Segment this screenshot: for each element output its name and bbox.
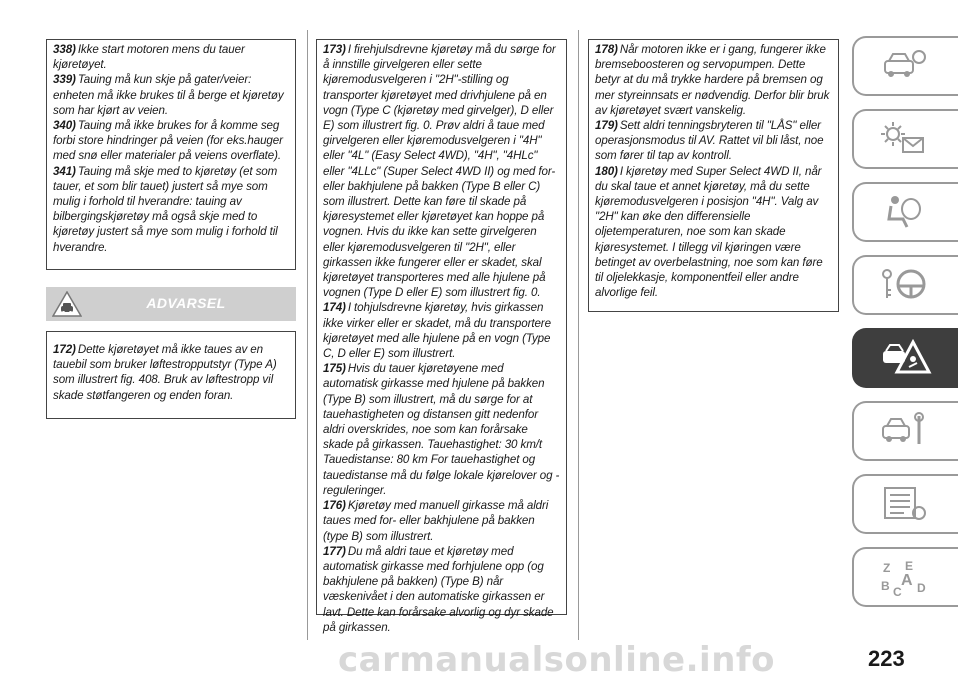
chapter-tab[interactable] <box>852 182 958 242</box>
key-steering-wheel-icon <box>879 266 933 304</box>
car-maintenance-wrench-icon <box>879 412 933 450</box>
warning-box-172 <box>46 331 296 419</box>
note-number: 178) <box>595 43 618 56</box>
note-number: 339) <box>53 73 76 87</box>
note-text: Tauing må skje med to kjøretøy (et som tauer, et som blir tauet) justert så mye som mulig i forhold til hverandre: tauing av bilbergingskjøretøy må også skje med to kjøretøy justert så mye som mulig i forhold til hverandre. <box>53 164 278 254</box>
note-text: I tohjulsdrevne kjøretøy, hvis girkassen ikke virker eller er skadet, må du transportere kjøretøyet med alle hjulene på en vogn (Type C, D eller E) som illustrert. <box>323 301 551 361</box>
note-text: I firehjulsdrevne kjøretøy må du sørge for å innstille girvelgeren eller sette kjøremodusvelgeren i "2H"-stilling og transporter kjøretøyet med drivhjulene på en vogn (Type C (kjøretøy med girvelger), D eller E) som illustrert fig. 0. Prøv aldri å taue med girvelgeren eller kjøremodusvelgeren i "4H" eller "4L" (Easy Select 4WD), "4H", "4HLc" eller "4LLc" (Super Select 4WD II) og med for- eller bakhjulene på bakken (Type B eller C) som illustrert. Dette kan føre til skade på kjøresystemet eller kjøretøyet kan hoppe på vognen. Hvis du ikke kan sette girvelgeren eller kjøremodusvelgeren til "2H", eller girkassen ikke fungerer eller er skadet, skal kjøretøyet transporteres med alle hjulene på vognen (Type D eller E) som illustrert fig. 0. <box>323 43 556 300</box>
warning-list-col2 <box>323 42 561 635</box>
note-text: Ikke start motoren mens du tauer kjøretøyet. <box>53 43 245 72</box>
note-number: 180) <box>595 164 618 178</box>
chapter-tab[interactable] <box>852 474 958 534</box>
note-text: I kjøretøy med Super Select 4WD II, når du skal taue et annet kjøretøy, må du sette kjøremodusvelgeren i posisjon "4H". Valg av "2H" kan øke den differensielle oljetemperaturen, noe som kan skade kjøresystemet. I tillegg vil kjøringen være betinget av overbelastning, noe som kan føre til oljelekkasje, komponentfeil eller andre alvorlige feil. <box>595 164 823 300</box>
note-paragraph <box>595 164 833 301</box>
note-number: 175) <box>323 362 346 376</box>
note-number: 173) <box>323 43 346 56</box>
warning-list <box>53 342 289 403</box>
note-number: 179) <box>595 119 618 133</box>
warning-title: ADVARSEL <box>146 295 226 311</box>
note-text: Hvis du tauer kjøretøyene med automatisk girkasse med hjulene på bakken (Type B) som illustrert, må du sørge for at tauehastigheten og distansen gitt nedenfor aldri overskrides, noe som kan forårsake skade på girkassen. Tauehastighet: 30 km/t Tauedistanse: 80 km For tauehastighet og tauedistanse må du følge lokale kjørelover og -reguleringer. <box>323 362 560 497</box>
column-divider-2 <box>578 30 579 640</box>
note-paragraph <box>323 42 561 300</box>
svg-text:Z: Z <box>883 561 891 575</box>
note-paragraph <box>323 544 561 635</box>
note-number: 341) <box>53 164 76 178</box>
note-paragraph <box>323 361 561 498</box>
note-text: Når motoren ikke er i gang, fungerer ikke bremseboosteren og servopumpen. Dette betyr at du må trykke hardere på bremsen og mer styreinnsats er nødvendig. Derfor blir bruk av kjøretøyet svært vanskelig. <box>595 43 830 117</box>
note-text: Kjøretøy med manuell girkasse må aldri taues med for- eller bakhjulene på bakken (type B) som illustrert. <box>323 499 549 543</box>
watermark: carmanualsonline.info <box>338 640 776 680</box>
car-info-icon <box>879 47 933 85</box>
breakdown-warning-triangle-icon <box>879 339 933 377</box>
alphabetical-index-icon <box>879 558 933 596</box>
note-text: Du må aldri taue et kjøretøy med automatisk girkasse med forhjulene opp (og bakhjulene på bakken) (Type B) når væskenivået i den automatiske girkassen er lavt. Dette kan forårsake alvorlig og dyr skade på girkassen. <box>323 544 554 634</box>
notes-list <box>53 42 289 255</box>
note-text: Dette kjøretøyet må ikke taues av en tauebil som bruker løftestropputstyr (Type A) som illustrert fig. 408. Bruk av løftestropp vil skade støtfangeren og enden foran. <box>53 343 277 402</box>
svg-text:A: A <box>901 572 913 589</box>
note-text: Tauing må kun skje på gater/veier: enheten må ikke brukes til å berge et kjøretøy som har kjørt av veien. <box>53 73 284 117</box>
dashboard-lights-icon <box>879 120 933 158</box>
note-number: 172) <box>53 343 76 356</box>
airbag-seat-icon <box>879 193 933 231</box>
chapter-tab[interactable] <box>852 109 958 169</box>
note-paragraph <box>53 342 289 403</box>
chapter-tab[interactable] <box>852 328 958 388</box>
warning-list-col3 <box>595 42 833 300</box>
note-number: 174) <box>323 301 346 315</box>
notes-box-338-341 <box>46 39 296 270</box>
svg-text:E: E <box>905 559 914 573</box>
note-number: 338) <box>53 43 76 56</box>
warning-box-173-177 <box>316 39 567 634</box>
chapter-tab[interactable] <box>852 255 958 315</box>
note-paragraph <box>53 118 289 164</box>
note-number: 340) <box>53 119 76 133</box>
note-paragraph <box>53 164 289 255</box>
note-paragraph <box>53 42 289 72</box>
note-text: Tauing må ikke brukes for å komme seg forbi store hindringer på veien (for eks.hauger med snø eller materialer på veiens overflate). <box>53 119 283 163</box>
svg-text:C: C <box>893 585 902 596</box>
page-number: 223 <box>868 646 905 671</box>
chapter-tab[interactable] <box>852 36 958 96</box>
chapter-tab[interactable] <box>852 547 958 607</box>
note-number: 177) <box>323 544 346 558</box>
warning-box-178-180 <box>588 39 839 312</box>
svg-text:D: D <box>917 581 926 595</box>
column-divider-1 <box>307 30 308 640</box>
note-paragraph <box>53 72 289 118</box>
technical-data-list-icon <box>879 485 933 523</box>
note-number: 176) <box>323 499 346 513</box>
note-paragraph <box>595 118 833 164</box>
svg-text:B: B <box>881 579 890 593</box>
note-paragraph <box>323 300 561 361</box>
note-paragraph <box>595 42 833 118</box>
chapter-tab[interactable] <box>852 401 958 461</box>
note-text: Sett aldri tenningsbryteren til "LÅS" eller operasjonsmodus til AV. Rattet vil bli låst, noe som fører til tap av kontroll. <box>595 119 824 163</box>
note-paragraph <box>323 498 561 544</box>
warning-banner <box>46 287 296 321</box>
